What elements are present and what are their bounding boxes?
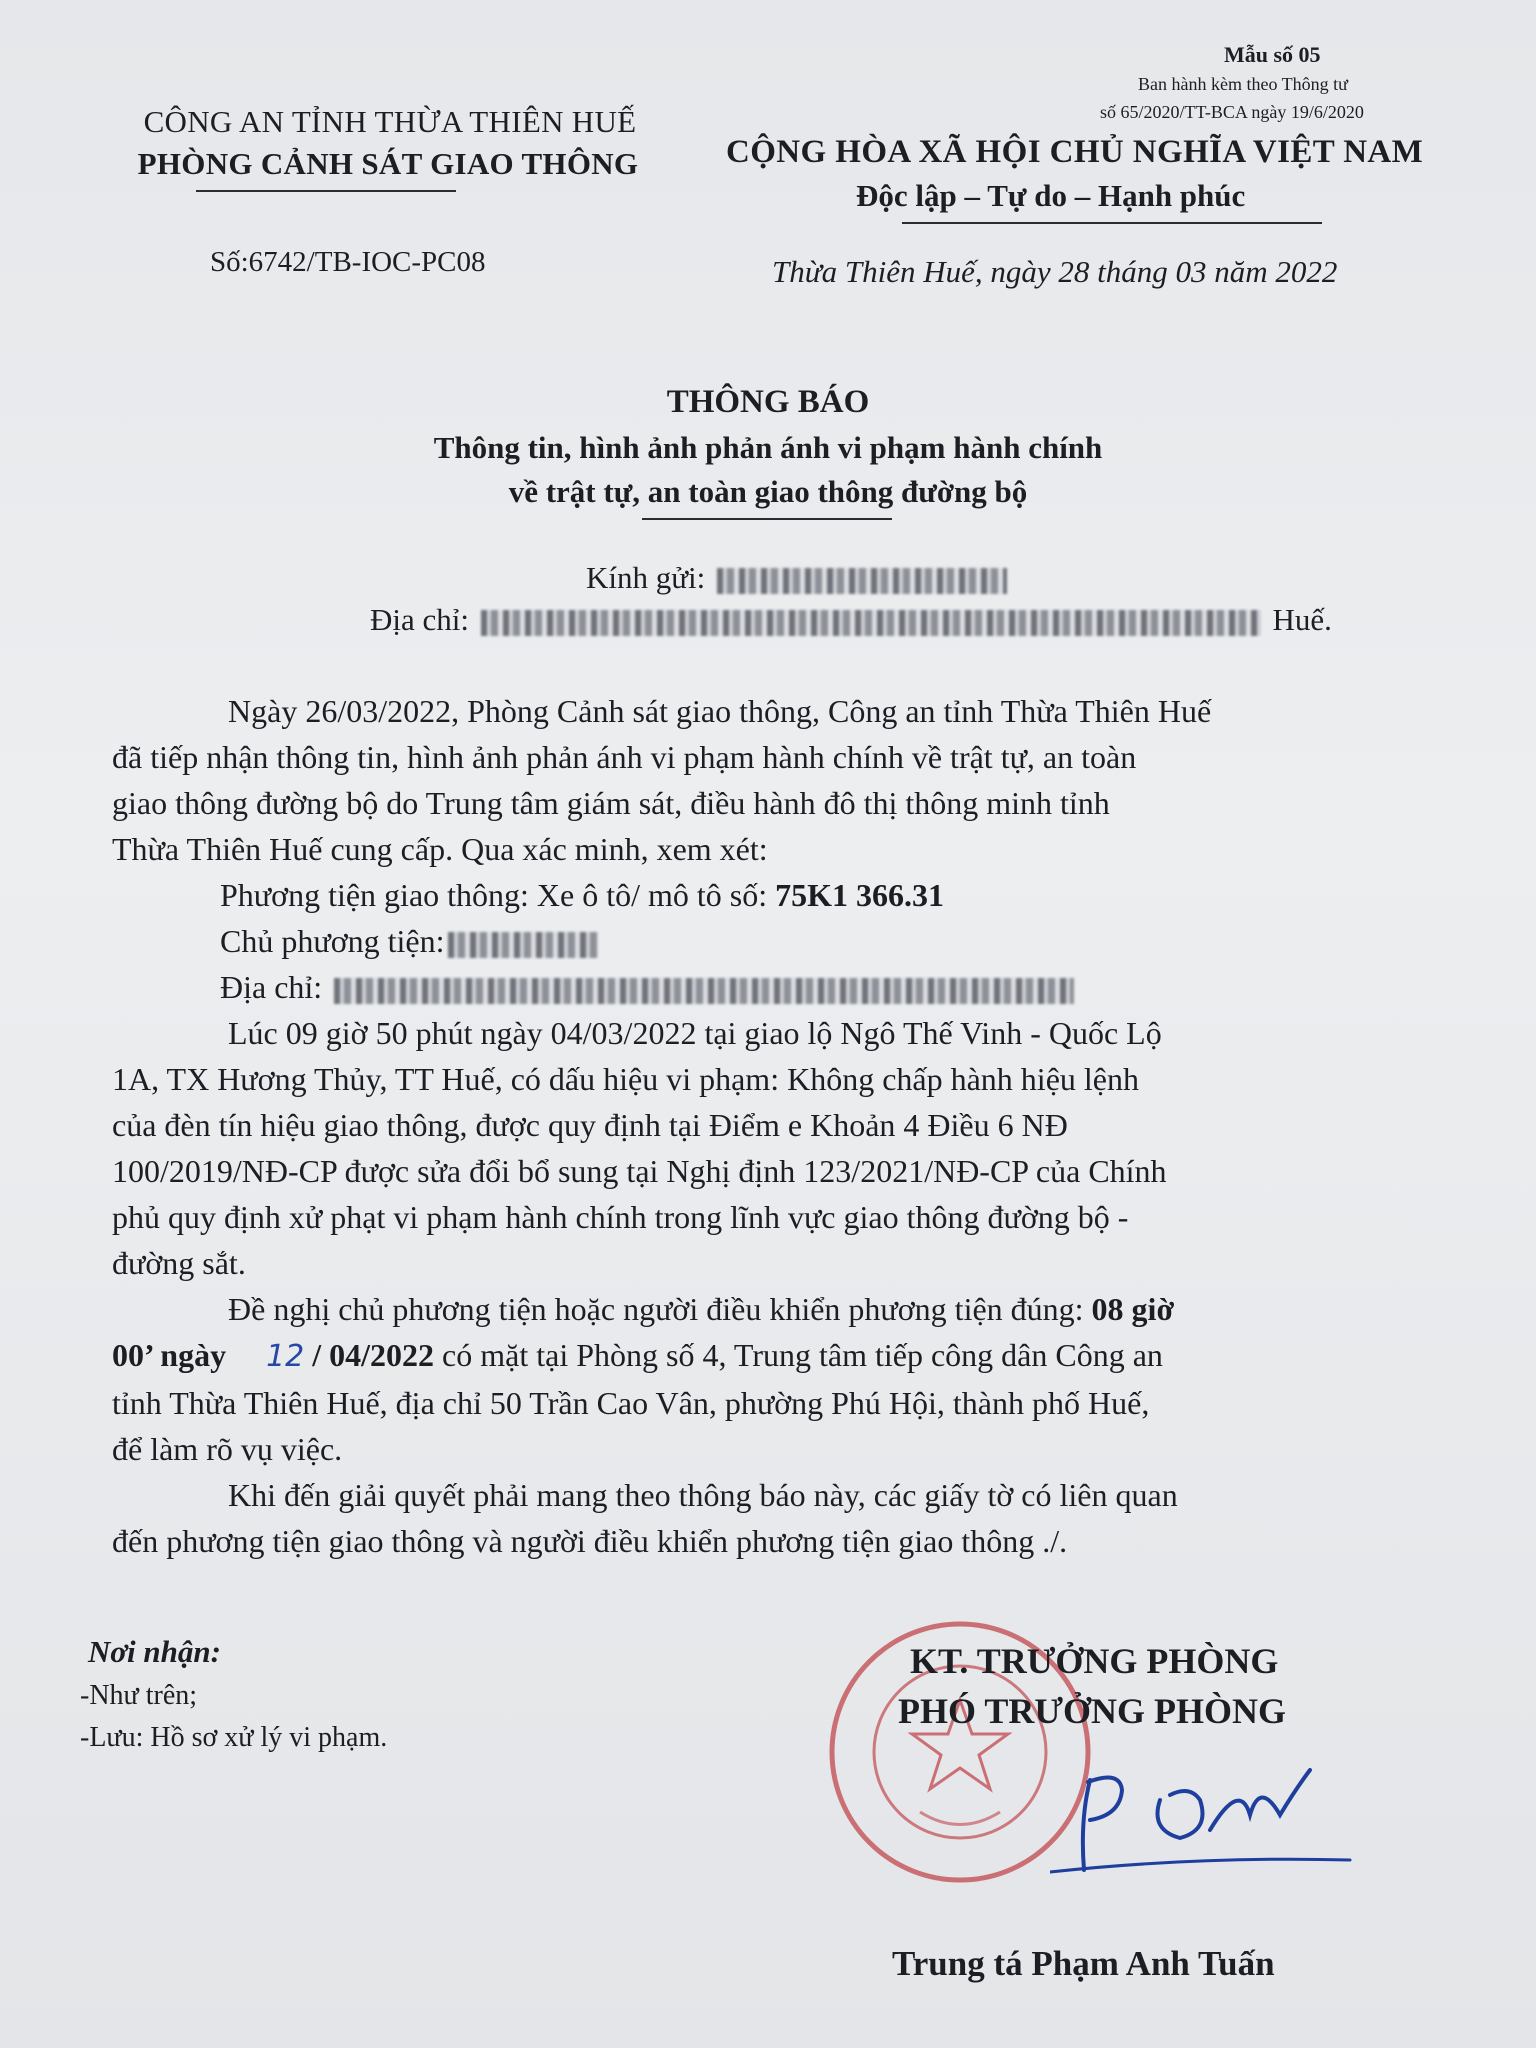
handwritten-day: 12 — [266, 1339, 305, 1374]
handwritten-signature — [1050, 1760, 1370, 1890]
motto-underline — [902, 222, 1322, 224]
recipient-item: -Như trên; — [80, 1680, 198, 1711]
appointment-line — [112, 1286, 1480, 1332]
title-underline — [642, 518, 892, 520]
body-line: Thừa Thiên Huế cung cấp. Qua xác minh, xem xét: — [112, 831, 768, 867]
address-tail: Huế. — [1272, 602, 1332, 637]
signature-title-2: PHÓ TRƯỞNG PHÒNG — [898, 1691, 1287, 1731]
redacted-recipient-name — [717, 568, 1007, 594]
recipient-label: Kính gửi: — [586, 560, 706, 595]
appointment-minute: 00’ ngày — [112, 1337, 227, 1373]
form-number: Mẫu số 05 — [1224, 42, 1321, 67]
place-date: Thừa Thiên Huế, ngày 28 tháng 03 năm 2022 — [772, 254, 1338, 289]
body-line: tỉnh Thừa Thiên Huế, địa chỉ 50 Trần Cao Vân, phường Phú Hội, thành phố Huế, — [112, 1385, 1150, 1421]
document-subtitle-1: Thông tin, hình ảnh phản ánh vi phạm hành chính — [433, 430, 1103, 465]
form-note-circular: số 65/2020/TT-BCA ngày 19/6/2020 — [1100, 102, 1364, 122]
signature-title-1: KT. TRƯỞNG PHÒNG — [910, 1641, 1279, 1681]
body-line: đã tiếp nhận thông tin, hình ảnh phản ánh vi phạm hành chính về trật tự, an toàn — [112, 739, 1137, 775]
body-line: phủ quy định xử phạt vi phạm hành chính trong lĩnh vực giao thông đường bộ - — [112, 1199, 1129, 1235]
form-note: Ban hành kèm theo Thông tư — [1138, 74, 1348, 94]
body-line: 1A, TX Hương Thủy, TT Huế, có dấu hiệu vi phạm: Không chấp hành hiệu lệnh — [112, 1061, 1139, 1097]
national-motto: Độc lập – Tự do – Hạnh phúc — [856, 178, 1246, 213]
recipients-title: Nơi nhận: — [88, 1634, 221, 1669]
document-subtitle-2: về trật tự, an toàn giao thông đường bộ — [508, 474, 1028, 509]
appointment-text: Đề nghị chủ phương tiện hoặc người điều khiển phương tiện đúng: — [228, 1291, 1084, 1327]
agency-underline — [196, 190, 456, 192]
document-number: Số:6742/TB-IOC-PC08 — [210, 246, 486, 278]
redacted-recipient-address — [481, 610, 1261, 636]
body-line: Ngày 26/03/2022, Phòng Cảnh sát giao thông, Công an tỉnh Thừa Thiên Huế — [228, 693, 1212, 729]
redacted-owner-address — [334, 978, 1074, 1004]
body-line: đến phương tiện giao thông và người điều khiển phương tiện giao thông ./. — [112, 1523, 1068, 1559]
vehicle-line — [112, 872, 1480, 918]
vehicle-label: Phương tiện giao thông: Xe ô tô/ mô tô số: — [220, 877, 768, 913]
national-title: CỘNG HÒA XÃ HỘI CHỦ NGHĨA VIỆT NAM — [726, 134, 1424, 170]
body-line: giao thông đường bộ do Trung tâm giám sát, điều hành đô thị thông minh tỉnh — [112, 785, 1110, 821]
agency-name: PHÒNG CẢNH SÁT GIAO THÔNG — [137, 146, 639, 181]
document-body — [112, 688, 1480, 1564]
document-title: THÔNG BÁO — [666, 384, 870, 420]
address-label: Địa chỉ: — [370, 602, 469, 637]
recipient-line — [586, 560, 1011, 596]
license-plate: 75K1 366.31 — [775, 877, 945, 913]
appointment-month-year: / 04/2022 — [312, 1337, 435, 1373]
recipient-address-line — [370, 602, 1332, 638]
owner-address-line — [112, 964, 1480, 1010]
owner-address-label: Địa chỉ: — [220, 969, 323, 1005]
body-line: Lúc 09 giờ 50 phút ngày 04/03/2022 tại giao lộ Ngô Thế Vinh - Quốc Lộ — [228, 1015, 1162, 1051]
redacted-owner-name — [448, 932, 598, 958]
agency-parent: CÔNG AN TỈNH THỪA THIÊN HUẾ — [143, 104, 637, 139]
owner-label: Chủ phương tiện: — [220, 923, 445, 959]
appointment-location: có mặt tại Phòng số 4, Trung tâm tiếp công dân Công an — [442, 1337, 1163, 1373]
appointment-hour: 08 giờ — [1091, 1291, 1175, 1327]
owner-line — [112, 918, 1480, 964]
body-line: đường sắt. — [112, 1245, 246, 1281]
body-line: Khi đến giải quyết phải mang theo thông báo này, các giấy tờ có liên quan — [228, 1477, 1178, 1513]
body-line: để làm rõ vụ việc. — [112, 1431, 343, 1467]
appointment-date-line — [112, 1332, 1480, 1380]
body-line: 100/2019/NĐ-CP được sửa đổi bổ sung tại Nghị định 123/2021/NĐ-CP của Chính — [112, 1153, 1167, 1189]
recipient-item: -Lưu: Hồ sơ xử lý vi phạm. — [80, 1722, 388, 1753]
body-line: của đèn tín hiệu giao thông, được quy định tại Điểm e Khoản 4 Điều 6 NĐ — [112, 1107, 1068, 1143]
signer-name: Trung tá Phạm Anh Tuấn — [892, 1944, 1275, 1983]
